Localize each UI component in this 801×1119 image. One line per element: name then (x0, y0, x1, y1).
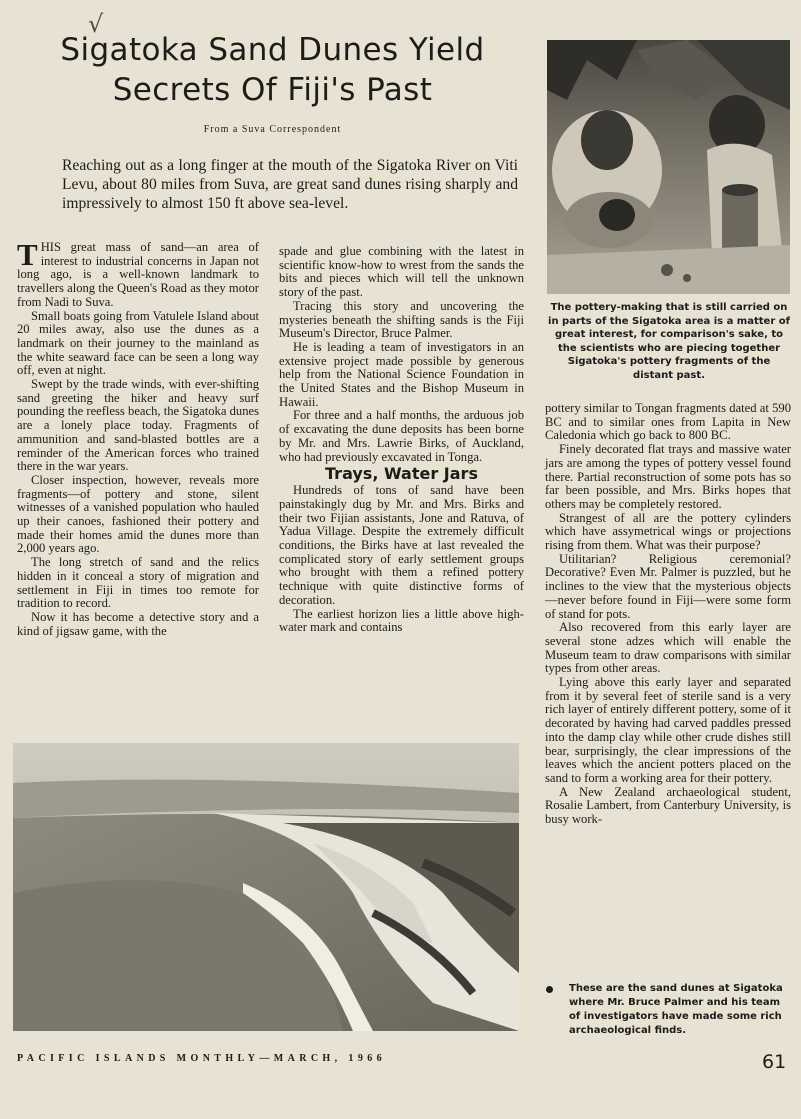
title-line-1: Sigatoka Sand Dunes Yield (60, 32, 485, 68)
paragraph: Finely decorated flat trays and massive water jars are among the types of pottery vessel found there. Partial reconstruction of some pots has so far been possible, and Mrs. Birks hopes that others may be completely restored. (545, 442, 791, 511)
paragraph: Swept by the trade winds, with ever-shifting sand greeting the hiker and heavy surf pounding the reefless beach, the Sigatoka dunes are a lonely place today. Fragments of ammunition and sand-blasted bottles are a reminder of the American forces who trained there in the war years. (17, 377, 259, 474)
footer-publication: PACIFIC ISLANDS MONTHLY—MARCH, 1966 (17, 1053, 387, 1064)
paragraph: spade and glue combining with the latest in scientific know-how to wrest from the sands the bits and pieces which will tell the unknown story of the past. (279, 244, 524, 300)
paragraph: Closer inspection, however, reveals more fragments—of pottery and stone, silent witnesses of a vanished population who hauled up their canoes, fashioned their pottery and made their homes amid the dunes more than 2,000 years ago. (17, 472, 259, 556)
article-title (20, 30, 525, 110)
title-line-2: Secrets Of Fiji's Past (112, 72, 433, 108)
paragraph: pottery similar to Tongan fragments dated at 590 BC and to similar ones from Lapita in New Caledonia which go back to 800 BC. (545, 401, 791, 443)
subheading: Trays, Water Jars (325, 464, 478, 484)
paragraph: Small boats going from Vatulele Island about 20 miles away, also use the dunes as a landmark on their journey to the mainland as the white seaward face can be seen a long way off, even at night. (17, 308, 259, 378)
paragraph: He is leading a team of investigators in an extensive project made possible by generous help from the National Science Foundation in the United States and the Bishop Museum in Hawaii. (279, 339, 524, 409)
paragraph: Hundreds of tons of sand have been painstakingly dug by Mr. and Mrs. Birks and their two Fijian assistants, Jone and Ratuva, of Yadua Village. Despite the extremely difficult conditions, the Birks have at last revealed the complicated story of early settlement groups who brought with them a refined pottery technique with quite distinctive forms of decoration. (279, 483, 524, 607)
photo-caption-dunes (546, 982, 792, 1038)
pottery-making-photo (547, 40, 790, 294)
paragraph: Tracing this story and uncovering the mysteries beneath the shifting sands is the Fiji Museum's Director, Bruce Palmer. (279, 298, 524, 341)
paragraph: Lying above this early layer and separated from it by several feet of sterile sand is a very rich layer of entirely different pottery, some of it decorated by having had carved paddles pressed into the damp clay while other crude dishes still bear, surprisingly, the clear impressions of the leaves which the ancient potters placed on the sand to form a working area for their pottery. (545, 675, 791, 785)
column-1 (17, 237, 259, 638)
intro-paragraph: Reaching out as a long finger at the mouth of the Sigatoka River on Viti Levu, about 80 miles from Suva, are great sand dunes rising sharply and impressively to almost 150 ft above sea-level. (62, 157, 518, 212)
drop-cap: T (17, 237, 38, 272)
sand-dunes-aerial-photo (13, 743, 519, 1031)
paragraph: For three and a half months, the arduous job of excavating the dune deposits has been borne by Mr. and Mrs. Lawrie Birks, of Auckland, who had previously excavated in Tonga. (279, 408, 524, 464)
paragraph: Also recovered from this early layer are several stone adzes which will enable the Museum team to draw comparisons with similar types from other areas. (545, 620, 791, 676)
check-mark: √ (88, 10, 104, 38)
bullet-icon (546, 986, 553, 993)
byline: From a Suva Correspondent (203, 124, 342, 135)
caption-text: These are the sand dunes at Sigatoka where Mr. Bruce Palmer and his team of investigators have made some rich archaeological finds. (569, 983, 783, 1036)
paragraph: The long stretch of sand and the relics hidden in it conceal a story of migration and settlement in Fiji in times too remote for tradition to record. (17, 555, 259, 611)
page-number: 61 (762, 1051, 787, 1073)
paragraph: The earliest horizon lies a little above high-water mark and contains (279, 606, 524, 635)
paragraph: THIS great mass of sand—an area of interest to industrial concerns in Japan not long ago, is a well-known landmark to travellers along the Queen's Road as they motor from Nadi to Suva. (17, 237, 259, 309)
paragraph: Utilitarian? Religious ceremonial? Decorative? Even Mr. Palmer is puzzled, but he inclines to the view that the mysterious objects—never before found in Fiji—were some form of stand for pots. (545, 551, 791, 621)
photo-caption-pottery: The pottery-making that is still carried on in parts of the Sigatoka area is a matter of great interest, for comparison's sake, to the scientists who are piecing together Sigatoka's pottery fragments of the distant past. (548, 302, 790, 381)
paragraph: Now it has become a detective story and a kind of jigsaw game, with the (17, 609, 259, 638)
paragraph: A New Zealand archaeological student, Rosalie Lambert, from Canterbury University, is busy work- (545, 784, 791, 827)
column-3 (545, 402, 791, 827)
column-2 (279, 245, 524, 635)
paragraph: Strangest of all are the pottery cylinders which have assymetrical wings or projections rising from them. What was their purpose? (545, 510, 791, 553)
